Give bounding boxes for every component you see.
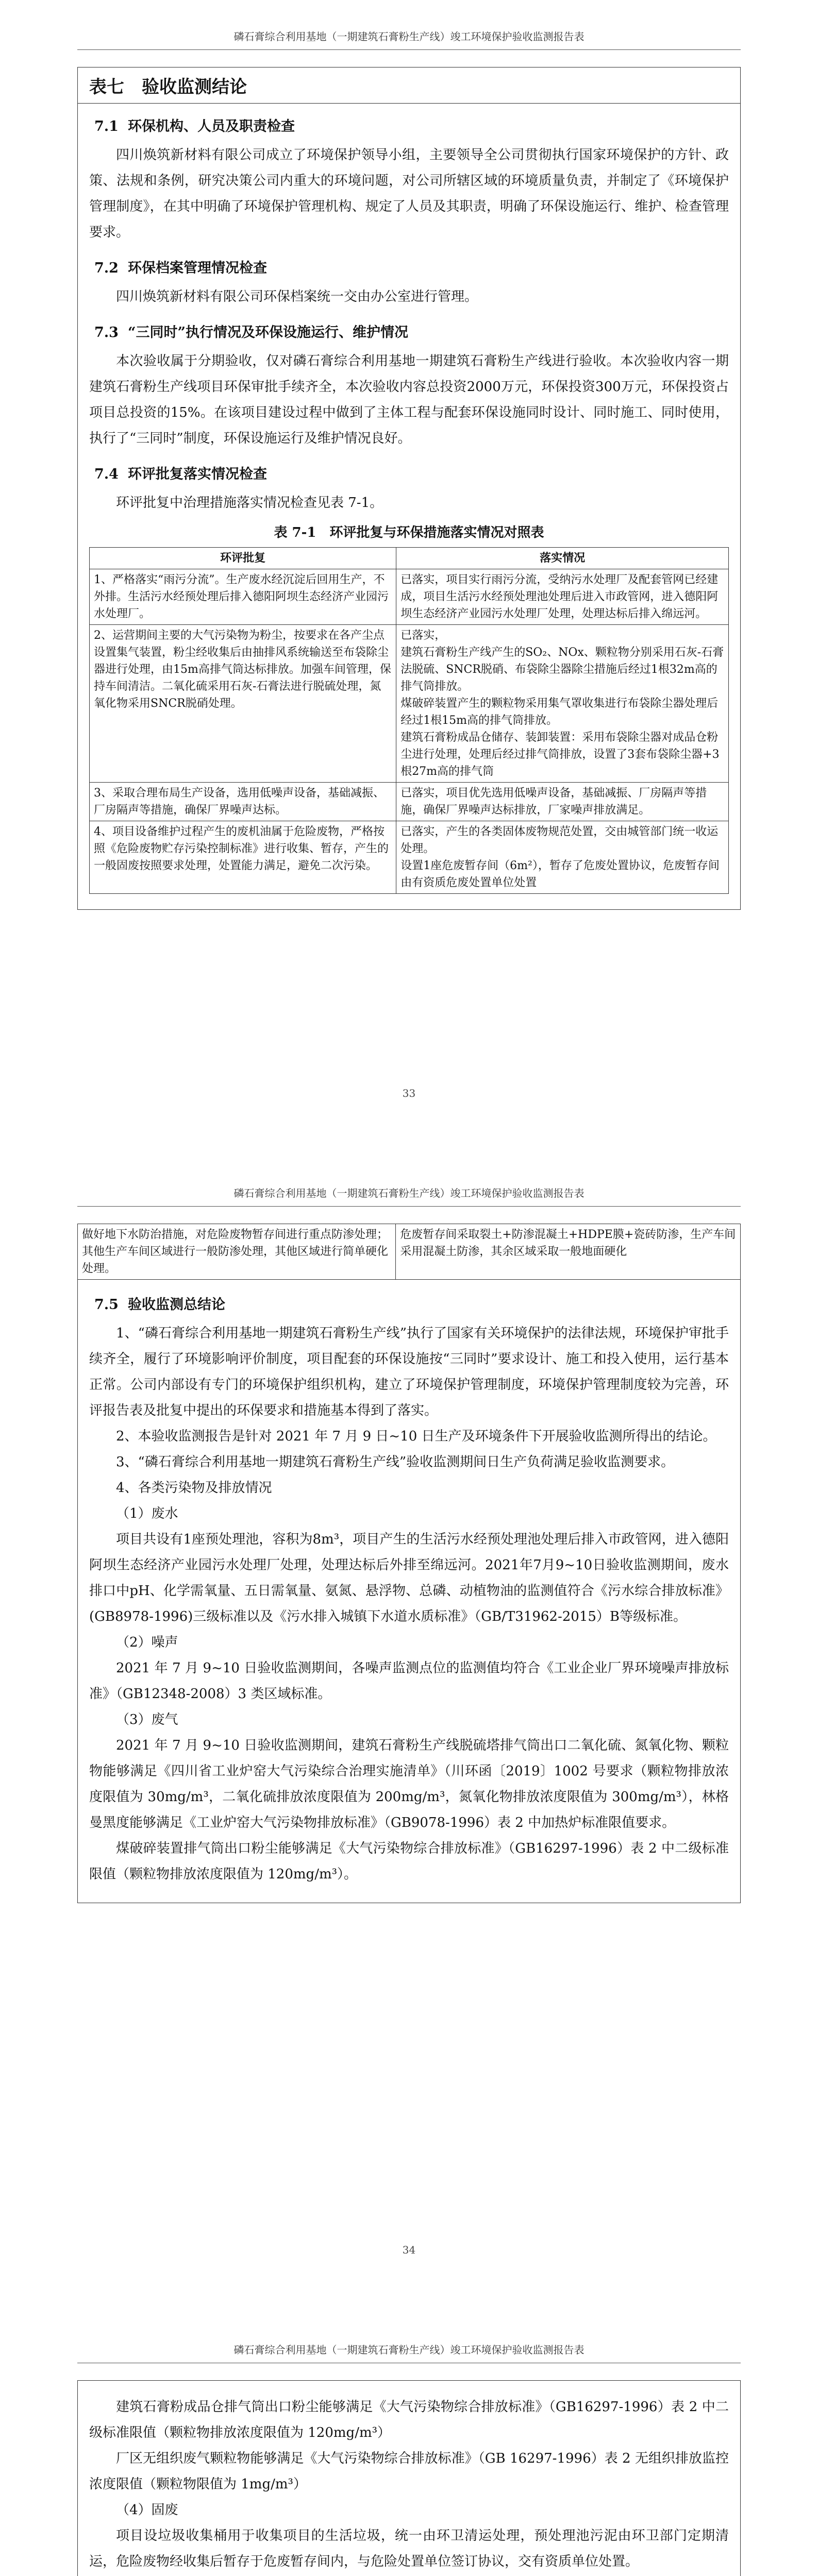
table-cell: 已落实，项目优先选用低噪声设备，基础减振、厂房隔声等措施，确保厂界噪声达标排放，厂家噪声排放满足。: [396, 783, 729, 821]
table-row: [90, 625, 729, 783]
section-title: 表七 验收监测结论: [78, 67, 740, 104]
table-cell: 4、项目设备维护过程产生的废机油属于危险废物，严格按照《危险废物贮存污染控制标准》进行收集、暂存，产生的一般固废按照要求处理，处置能力满足，避免二次污染。: [90, 821, 396, 894]
table-cell: 做好地下水防治措施，对危险废物暂存间进行重点防渗处理；其他生产车间区域进行一般防渗处理，其他区域进行简单硬化处理。: [78, 1224, 396, 1280]
conclusion-paragraph: 4、各类污染物及排放情况: [116, 1480, 272, 1496]
report-page-1: [0, 0, 818, 1157]
table-caption: 表 7-1 环评批复与环保措施落实情况对照表: [274, 525, 544, 540]
conclusion-paragraph: 3、“磷石膏综合利用基地一期建筑石膏粉生产线”验收监测期间日生产负荷满足验收监测要求。: [116, 1454, 675, 1470]
paragraph-7-4: 环评批复中治理措施落实情况检查见表 7-1。: [116, 495, 383, 511]
page-number: 33: [402, 1087, 416, 1099]
table-row: [78, 1224, 741, 1280]
exhaust-label: （3）废气: [116, 1712, 178, 1727]
page-content: [77, 1224, 741, 1903]
conclusion-paragraph: 1、“磷石膏综合利用基地一期建筑石膏粉生产线”执行了国家有关环境保护的法律法规，环境保护审批手续齐全，履行了环境影响评价制度，项目配套的环保设施按“三同时”要求设计、施工和投入使用，运行基本正常。公司内部设有专门的环境保护组织机构，建立了环境保护管理制度，环境保护管理制度较为完善，环评报告表及批复中提出的环保要求和措施基本得到了落实。: [89, 1326, 729, 1418]
table-header-implementation: 落实情况: [396, 548, 729, 569]
paragraph-7-2: 四川焕筑新材料有限公司环保档案统一交由办公室进行管理。: [116, 289, 478, 304]
compliance-table: [89, 547, 729, 894]
heading-7-5: 7.5 验收监测总结论: [94, 1297, 225, 1313]
solid-waste-paragraph: 项目设垃圾收集桶用于收集项目的生活垃圾，统一由环卫清运处理，预处理池污泥由环卫部门定期清运，危险废物经收集后暂存于危废暂存间内，与危险处置单位签订协议，交有资质单位处置。: [89, 2528, 729, 2569]
page-content: [77, 2380, 741, 2576]
page-content: [77, 67, 741, 910]
report-page-3: [0, 2313, 818, 2576]
table-seven-box: [77, 67, 741, 910]
heading-7-4: 7.4 环评批复落实情况检查: [94, 466, 267, 482]
exhaust-paragraph: 建筑石膏粉成品仓排气筒出口粉尘能够满足《大气污染物综合排放标准》（GB16297-1996）表 2 中二级标准限值（颗粒物排放浓度限值为 120mg/m³）: [89, 2399, 729, 2441]
wastewater-paragraph: 项目共设有1座预处理池，容积为8m³，项目产生的生活污水经预处理池处理后排入市政管网，进入德阳阿坝生态经济产业园污水处理厂处理，处理达标后外排至绵远河。2021年7月9~10日验收监测期间，废水排口中pH、化学需氧量、五日需氧量、氨氮、悬浮物、总磷、动植物油的监测值符合《污水综合排放标准》(GB8978-1996)三级标准以及《污水排入城镇下水道水质标准》（GB/T31962-2015）B等级标准。: [89, 1532, 729, 1624]
table-header-approval: 环评批复: [90, 548, 396, 569]
table-cell: 已落实，项目实行雨污分流，受纳污水处理厂及配套管网已经建成，项目生活污水经预处理池处理后进入市政管网，进入德阳阿坝生态经济产业园污水处理厂处理，处理达标后排入绵远河。: [396, 569, 729, 625]
heading-7-1: 7.1 环保机构、人员及职责检查: [94, 118, 295, 134]
table-row: [90, 783, 729, 821]
page-header: 磷石膏综合利用基地（一期建筑石膏粉生产线）竣工环境保护验收监测报告表: [77, 2342, 741, 2363]
noise-paragraph: 2021 年 7 月 9~10 日验收监测期间，各噪声监测点位的监测值均符合《工业企业厂界环境噪声排放标准》（GB12348-2008）3 类区域标准。: [89, 1660, 729, 1702]
page-header: 磷石膏综合利用基地（一期建筑石膏粉生产线）竣工环境保护验收监测报告表: [77, 28, 741, 50]
report-page-2: [0, 1157, 818, 2313]
table-cell: 已落实，产生的各类固体废物规范处置，交由城管部门统一收运处理。 设置1座危废暂存间（6m²），暂存了危废处置协议，危废暂存间由有资质危废处置单位处置: [396, 821, 729, 894]
exhaust-paragraph: 厂区无组织废气颗粒物能够满足《大气污染物综合排放标准》（GB 16297-1996）表 2 无组织排放监控浓度限值（颗粒物限值为 1mg/m³）: [89, 2451, 729, 2492]
noise-label: （2）噪声: [116, 1635, 178, 1650]
table-cell: 危废暂存间采取裂土+防渗混凝土+HDPE膜+瓷砖防渗，生产车间采用混凝土防渗，其余区域采取一般地面硬化: [396, 1224, 741, 1280]
wastewater-label: （1）废水: [116, 1506, 178, 1521]
conclusion-paragraph: 2、本验收监测报告是针对 2021 年 7 月 9 日~10 日生产及环境条件下开展验收监测所得出的结论。: [116, 1429, 716, 1444]
table-row: [90, 569, 729, 625]
paragraph-7-1: 四川焕筑新材料有限公司成立了环境保护领导小组，主要领导全公司贯彻执行国家环境保护的方针、政策、法规和条例，研究决策公司内重大的环境问题，对公司所辖区域的环境质量负责，并制定了《环境保护管理制度》，在其中明确了环境保护管理机构、规定了人员及其职责，明确了环保设施运行、维护、检查管理要求。: [89, 147, 729, 240]
heading-7-3: 7.3 “三同时”执行情况及环保设施运行、维护情况: [94, 325, 409, 341]
compliance-table-continued: [77, 1224, 741, 1280]
table-seven-box-continued: [77, 2380, 741, 2576]
table-cell: 已落实， 建筑石膏粉生产线产生的SO₂、NOx、颗粒物分别采用石灰-石膏法脱硫、SNCR脱硝、布袋除尘器除尘措施后经过1根32m高的排气筒排放。 煤破碎装置产生的颗粒物采用集气罩收集进行布袋除尘器处理后经过1根15m高的排气筒排放。 建筑石膏粉成品仓储存、装卸装置：采用布袋除尘器对成品仓粉尘进行处理，处理后经过排气筒排放，设置了3套布袋除尘器+3根27m高的排气筒: [396, 625, 729, 783]
paragraph-7-3: 本次验收属于分期验收，仅对磷石膏综合利用基地一期建筑石膏粉生产线进行验收。本次验收内容一期建筑石膏粉生产线项目环保审批手续齐全，本次验收内容总投资2000万元，环保投资300万元，环保投资占项目总投资的15%。在该项目建设过程中做到了主体工程与配套环保设施同时设计、同时施工、同时使用，执行了“三同时”制度，环保设施运行及维护情况良好。: [89, 353, 729, 446]
table-seven-box-continued: [77, 1280, 741, 1903]
table-cell: 1、严格落实“雨污分流”。生产废水经沉淀后回用生产，不外排。生活污水经预处理后排入德阳阿坝生态经济产业园污水处理厂。: [90, 569, 396, 625]
heading-7-2: 7.2 环保档案管理情况检查: [94, 260, 267, 276]
table-cell: 3、采取合理布局生产设备，选用低噪声设备，基础减振、厂房隔声等措施，确保厂界噪声达标。: [90, 783, 396, 821]
table-row: [90, 821, 729, 894]
table-cell: 2、运营期间主要的大气污染物为粉尘，按要求在各产尘点设置集气装置，粉尘经收集后由抽排风系统输送至布袋除尘器进行处理，由15m高排气筒达标排放。加强车间管理，保持车间清洁。二氧化硫采用石灰-石膏法进行脱硫处理，氮氧化物采用SNCR脱硝处理。: [90, 625, 396, 783]
page-header: 磷石膏综合利用基地（一期建筑石膏粉生产线）竣工环境保护验收监测报告表: [77, 1185, 741, 1207]
exhaust-paragraph: 2021 年 7 月 9~10 日验收监测期间，建筑石膏粉生产线脱硫塔排气筒出口二氧化硫、氮氧化物、颗粒物能够满足《四川省工业炉窑大气污染综合治理实施清单》（川环函〔2019〕1002 号要求（颗粒物排放浓度限值为 30mg/m³，二氧化硫排放浓度限值为 200mg/m³，氮氧化物排放浓度限值为 300mg/m³），林格曼黑度能够满足《工业炉窑大气污染物排放标准》（GB9078-1996）表 2 中加热炉标准限值要求。: [89, 1738, 729, 1831]
exhaust-paragraph: 煤破碎装置排气筒出口粉尘能够满足《大气污染物综合排放标准》（GB16297-1996）表 2 中二级标准限值（颗粒物排放浓度限值为 120mg/m³）。: [89, 1841, 729, 1882]
solid-waste-label: （4）固废: [116, 2502, 178, 2518]
page-number: 34: [402, 2244, 416, 2256]
